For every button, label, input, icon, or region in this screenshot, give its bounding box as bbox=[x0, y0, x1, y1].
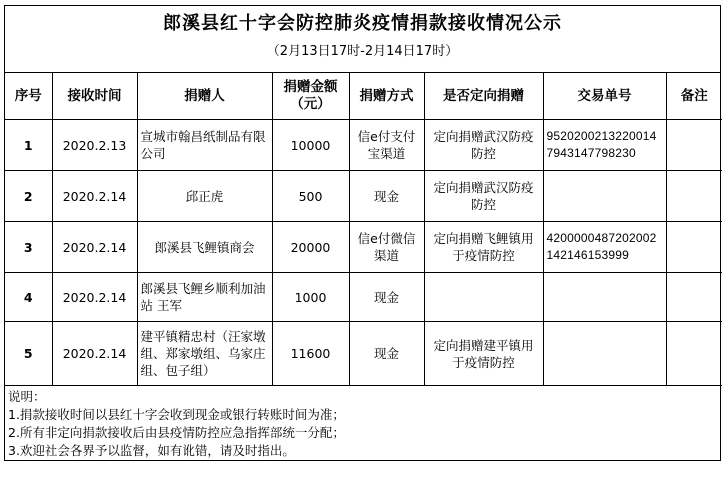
note-item: 3.欢迎社会各界予以监督，如有讹错，请及时指出。 bbox=[8, 443, 295, 458]
header-method: 捐赠方式 bbox=[349, 73, 424, 120]
table-row bbox=[5, 222, 722, 273]
cell-seq: 5 bbox=[5, 322, 52, 386]
cell-directed: 定向捐赠飞鲤镇用于疫情防控 bbox=[424, 222, 543, 273]
page-title: 郎溪县红十字会防控肺炎疫情捐款接收情况公示 bbox=[163, 13, 562, 34]
header-note: 备注 bbox=[666, 73, 722, 120]
cell-seq: 4 bbox=[5, 273, 52, 322]
table-row bbox=[5, 273, 722, 322]
notes-section bbox=[5, 386, 720, 460]
cell-donor: 郎溪县飞鲤镇商会 bbox=[137, 222, 272, 273]
note-item: 1.捐款接收时间以县红十字会收到现金或银行转账时间为准； bbox=[8, 407, 345, 422]
cell-txn bbox=[543, 322, 666, 386]
cell-amount: 500 bbox=[272, 171, 349, 222]
cell-txn: 4200000487202002142146153999 bbox=[543, 222, 666, 273]
cell-amount: 11600 bbox=[272, 322, 349, 386]
cell-txn: 95202002132200147943147798230 bbox=[543, 120, 666, 171]
cell-method: 现金 bbox=[349, 171, 424, 222]
header-directed: 是否定向捐赠 bbox=[424, 73, 543, 120]
cell-method: 现金 bbox=[349, 273, 424, 322]
cell-date: 2020.2.13 bbox=[52, 120, 137, 171]
cell-amount: 1000 bbox=[272, 273, 349, 322]
announcement-sheet bbox=[4, 5, 721, 461]
cell-note bbox=[666, 273, 722, 322]
cell-txn bbox=[543, 171, 666, 222]
cell-note bbox=[666, 322, 722, 386]
cell-donor: 郎溪县飞鲤乡顺利加油站 王军 bbox=[137, 273, 272, 322]
cell-directed: 定向捐赠武汉防疫防控 bbox=[424, 120, 543, 171]
cell-seq: 2 bbox=[5, 171, 52, 222]
page-subtitle: （2月13日17时-2月14日17时） bbox=[5, 39, 720, 73]
table-header-row bbox=[5, 73, 722, 120]
cell-amount: 10000 bbox=[272, 120, 349, 171]
cell-seq: 3 bbox=[5, 222, 52, 273]
donation-table bbox=[5, 73, 722, 386]
header-txn: 交易单号 bbox=[543, 73, 666, 120]
header-donor: 捐赠人 bbox=[137, 73, 272, 120]
cell-directed: 定向捐赠武汉防疫防控 bbox=[424, 171, 543, 222]
cell-txn bbox=[543, 273, 666, 322]
notes-heading: 说明： bbox=[8, 389, 46, 404]
cell-directed bbox=[424, 273, 543, 322]
cell-seq: 1 bbox=[5, 120, 52, 171]
cell-donor: 建平镇精忠村（汪家墩组、郑家墩组、乌家庄组、包子组） bbox=[137, 322, 272, 386]
header-date: 接收时间 bbox=[52, 73, 137, 120]
cell-note bbox=[666, 120, 722, 171]
cell-date: 2020.2.14 bbox=[52, 222, 137, 273]
cell-amount: 20000 bbox=[272, 222, 349, 273]
table-row bbox=[5, 120, 722, 171]
cell-donor: 宣城市翰昌纸制品有限公司 bbox=[137, 120, 272, 171]
header-amount: 捐赠金额（元） bbox=[272, 73, 349, 120]
cell-donor: 邱正虎 bbox=[137, 171, 272, 222]
cell-directed: 定向捐赠建平镇用于疫情防控 bbox=[424, 322, 543, 386]
cell-date: 2020.2.14 bbox=[52, 322, 137, 386]
cell-method: 信e付微信渠道 bbox=[349, 222, 424, 273]
header-seq: 序号 bbox=[5, 73, 52, 120]
cell-method: 信e付支付宝渠道 bbox=[349, 120, 424, 171]
cell-date: 2020.2.14 bbox=[52, 171, 137, 222]
cell-note bbox=[666, 222, 722, 273]
cell-method: 现金 bbox=[349, 322, 424, 386]
cell-date: 2020.2.14 bbox=[52, 273, 137, 322]
note-item: 2.所有非定向捐款接收后由县疫情防控应急指挥部统一分配； bbox=[8, 425, 345, 440]
cell-note bbox=[666, 171, 722, 222]
table-row bbox=[5, 322, 722, 386]
table-row bbox=[5, 171, 722, 222]
